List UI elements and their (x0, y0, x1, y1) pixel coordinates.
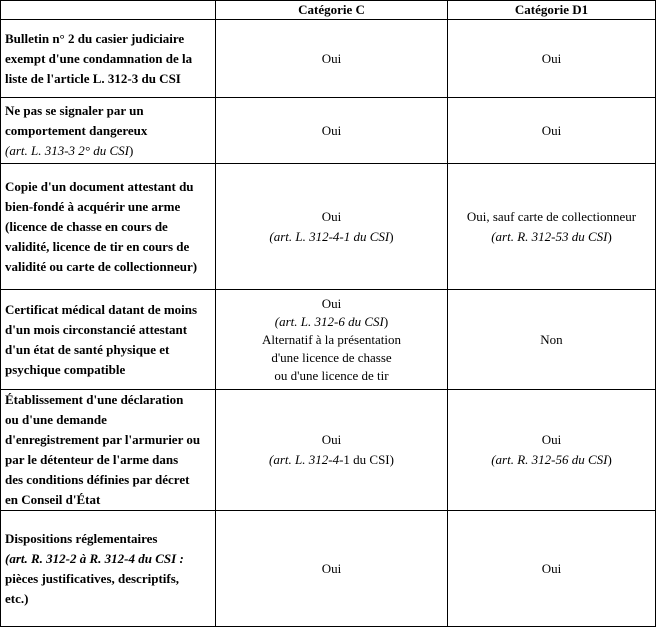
label-line: d'enregistrement par l'armurier ou (5, 432, 201, 447)
label-ref-italic: (art. L. 313-3 2° du CSI (5, 142, 130, 158)
cell-value: Oui (321, 50, 342, 66)
cell-ref-close: ) (389, 228, 394, 244)
row-label-certificat (1, 290, 216, 390)
label-line: d'un mois circonstancié attestant (5, 321, 188, 337)
table-row (1, 98, 656, 164)
label-line: comportement dangereux (5, 122, 148, 138)
label-line: ou d'une demande (5, 412, 107, 427)
cell-category-d1 (448, 20, 656, 98)
cell-ref-close: 1 du CSI) (343, 452, 394, 467)
cell-ref-italic: (art. L. 312-4- (269, 452, 344, 467)
cell-value: Oui (321, 208, 342, 224)
row-label-casier (1, 20, 216, 98)
cell-category-d1 (448, 290, 656, 390)
cell-ref-close: ) (383, 313, 389, 329)
cell-category-c (216, 290, 448, 390)
cell-ref (269, 229, 393, 244)
cell-value: Oui (321, 432, 342, 447)
label-line: Copie d'un document attestant du (5, 178, 194, 194)
cell-ref (269, 452, 394, 467)
label-line: validité, licence de tir en cours de (5, 238, 190, 254)
label-line: Ne pas se signaler par un (5, 102, 144, 118)
cell-value: Oui (541, 432, 562, 447)
header-empty-cell (1, 1, 216, 20)
cell-value: Non (540, 331, 563, 347)
cell-line: ou d'une licence de tir (274, 367, 389, 383)
cell-category-c (216, 20, 448, 98)
cell-value: Oui (541, 560, 562, 576)
label-line: Établissement d'une déclaration (5, 392, 184, 407)
table-row (1, 511, 656, 627)
table-row (1, 20, 656, 98)
cell-category-d1 (448, 98, 656, 164)
label-line: etc.) (5, 590, 29, 606)
cell-line: d'une licence de chasse (271, 349, 392, 365)
label-line: par le détenteur de l'arme dans (5, 452, 179, 467)
cell-line: Alternatif à la présentation (262, 331, 401, 347)
cell-ref-italic: (art. R. 312-56 du CSI (491, 452, 608, 467)
cell-value: Oui (541, 122, 562, 138)
row-label-comportement (1, 98, 216, 164)
cell-ref (491, 452, 612, 467)
cell-ref-italic: (art. L. 312-4-1 du CSI (269, 228, 390, 244)
table-row (1, 290, 656, 390)
cell-category-d1 (448, 164, 656, 290)
cell-value: Oui (321, 560, 342, 576)
label-ref-close: ) (129, 142, 134, 158)
table-row (1, 164, 656, 290)
cell-category-c (216, 98, 448, 164)
label-line: (licence de chasse en cours de (5, 218, 168, 234)
label-line: liste de l'article L. 312-3 du CSI (5, 70, 181, 86)
cell-category-d1 (448, 511, 656, 627)
label-line: Dispositions réglementaires (5, 530, 158, 546)
cell-ref-close: ) (607, 228, 612, 244)
cell-ref-italic: (art. R. 312-53 du CSI (491, 228, 608, 244)
label-line: validité ou carte de collectionneur) (5, 258, 198, 274)
label-line: d'un état de santé physique et (5, 341, 170, 357)
cell-category-c (216, 390, 448, 511)
cell-value: Oui, sauf carte de collectionneur (466, 208, 637, 224)
label-line: Certificat médical datant de moins (5, 301, 198, 317)
cell-ref-italic: (art. L. 312-6 du CSI (274, 313, 384, 329)
header-row (1, 1, 656, 20)
label-line: bien-fondé à acquérir une arme (5, 198, 181, 214)
label-ref (5, 143, 133, 158)
label-line: en Conseil d'État (5, 492, 101, 507)
label-line: Bulletin n° 2 du casier judiciaire (5, 30, 185, 46)
row-label-document (1, 164, 216, 290)
cell-category-c (216, 511, 448, 627)
header-category-d1: Catégorie D1 (448, 1, 656, 20)
cell-ref (275, 314, 388, 329)
label-ref-italic: (art. R. 312-2 à R. 312-4 du CSI : (5, 550, 184, 566)
cell-value: Oui (321, 295, 342, 311)
label-line: psychique compatible (5, 361, 126, 377)
header-category-c: Catégorie C (216, 1, 448, 20)
cell-value: Oui (321, 122, 342, 138)
row-label-declaration (1, 390, 216, 511)
table-row (1, 390, 656, 511)
label-line: exempt d'une condamnation de la (5, 50, 193, 66)
cell-value: Oui (541, 50, 562, 66)
label-line: pièces justificatives, descriptifs, (5, 570, 180, 586)
cell-ref (491, 229, 612, 244)
cell-ref-close: ) (607, 452, 612, 467)
label-line: des conditions définies par décret (5, 472, 190, 487)
cell-category-d1 (448, 390, 656, 511)
cell-category-c (216, 164, 448, 290)
row-label-dispositions (1, 511, 216, 627)
